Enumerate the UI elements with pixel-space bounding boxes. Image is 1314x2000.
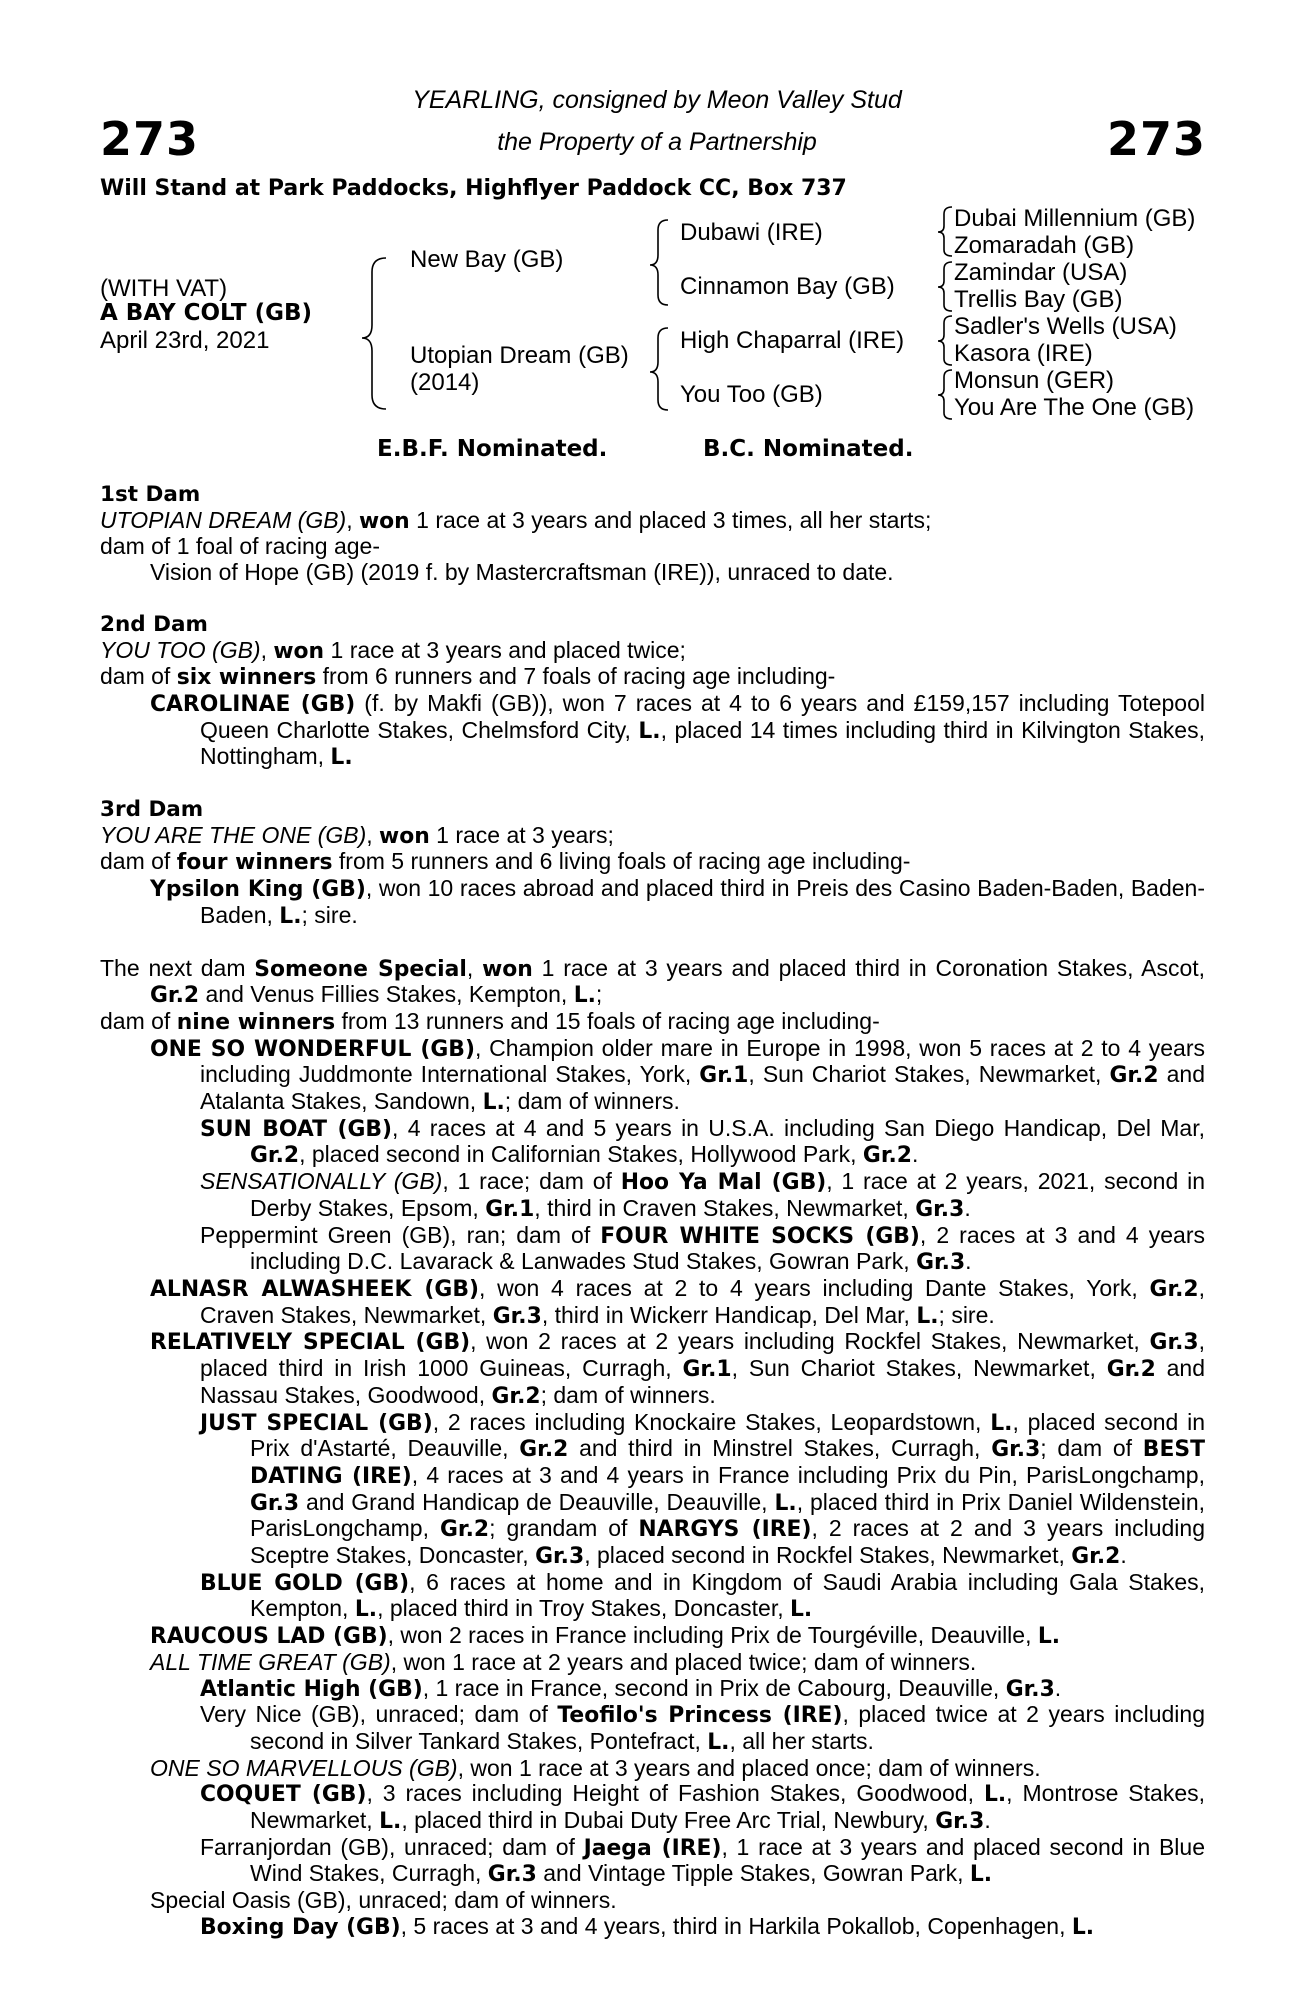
section-heading: 1st Dam: [100, 482, 201, 507]
pedigree-g3-1: Dubai Millennium (GB): [954, 205, 1196, 232]
pedigree-g3-3: Zamindar (USA): [954, 259, 1128, 286]
horse-dob: April 23rd, 2021: [100, 327, 270, 354]
spacer: [100, 586, 1205, 612]
entry-paragraph: ALL TIME GREAT (GB), won 1 race at 2 years and placed twice; dam of winners.: [150, 1648, 977, 1675]
pedigree-g3-4: Trellis Bay (GB): [954, 286, 1123, 313]
spacer: [100, 930, 1205, 956]
entry-paragraph: Special Oasis (GB), unraced; dam of winners.: [150, 1887, 617, 1914]
entry-paragraph: SUN BOAT (GB), 4 races at 4 and 5 years in U.S.A. including San Diego Handicap, Del Mar, Gr.2, placed second in Californian Stakes, Hollywood Park, Gr.2.: [200, 1114, 1205, 1169]
entry-paragraph: Peppermint Green (GB), ran; dam of FOUR WHITE SOCKS (GB), 2 races at 3 and 4 years including D.C. Lavarack & Lanwades Stud Stakes, Gowran Park, Gr.3.: [200, 1221, 1205, 1276]
stand-location: Will Stand at Park Paddocks, Highflyer Paddock CC, Box 737: [100, 176, 847, 201]
horse-name: A BAY COLT (GB): [100, 300, 313, 326]
entry-paragraph: JUST SPECIAL (GB), 2 races including Knockaire Stakes, Leopardstown, L., placed second in Prix d'Astarté, Deauville, Gr.2 and third in Minstrel Stakes, Curragh, Gr.3; dam of BEST DATING (IRE), 4 races at 3 and 4 years in France including Prix du Pin, ParisLongchamp, Gr.3 and Grand Handicap de Deauville, Deauville, L., placed third in Prix Daniel Wildenstein, ParisLongchamp, Gr.2; grandam of NARGYS (IRE), 2 races at 2 and 3 years including Sceptre Stakes, Doncaster, Gr.3, placed second in Rockfel Stakes, Newmarket, Gr.2.: [200, 1408, 1206, 1570]
entry-paragraph: Very Nice (GB), unraced; dam of Teofilo's Princess (IRE), placed twice at 2 years including second in Silver Tankard Stakes, Pontefract, L., all her starts.: [200, 1701, 1205, 1755]
pedigree-g3-2: Zomaradah (GB): [954, 232, 1135, 259]
catalogue-body: [100, 482, 1205, 1941]
entry-paragraph: RELATIVELY SPECIAL (GB), won 2 races at 2 years including Rockfel Stakes, Newmarket, Gr.3, placed third in Irish 1000 Guineas, Curragh, Gr.1, Sun Chariot Stakes, Newmarket, Gr.2 and Nassau Stakes, Goodwood, Gr.2; dam of winners.: [150, 1328, 1206, 1409]
pedigree-sire: New Bay (GB): [410, 246, 564, 273]
pedigree-g3-7: Monsun (GER): [954, 367, 1115, 394]
entry-paragraph: Vision of Hope (GB) (2019 f. by Mastercraftsman (IRE)), unraced to date.: [150, 559, 894, 586]
entry-paragraph: dam of six winners from 6 runners and 7 foals of racing age including-: [100, 663, 836, 691]
entry-paragraph: RAUCOUS LAD (GB), won 2 races in France including Prix de Tourgéville, Deauville, L.: [150, 1622, 1061, 1650]
entry-paragraph: ALNASR ALWASHEEK (GB), won 4 races at 2 to 4 years including Dante Stakes, York, Gr.2, Craven Stakes, Newmarket, Gr.3, third in Wickerr Handicap, Del Mar, L.; sire.: [150, 1274, 1205, 1329]
pedigree-dam-dam: You Too (GB): [680, 381, 823, 408]
pedigree-dam-year: (2014): [410, 369, 480, 396]
spacer: [100, 771, 1205, 797]
entry-paragraph: Boxing Day (GB), 5 races at 3 and 4 years, third in Harkila Pokallob, Copenhagen, L.: [200, 1912, 1095, 1940]
lot-number-right: 273: [1106, 112, 1206, 166]
pedigree-dam: Utopian Dream (GB): [410, 342, 629, 369]
entry-paragraph: SENSATIONALLY (GB), 1 race; dam of Hoo Ya Mal (GB), 1 race at 2 years, 2021, second in Derby Stakes, Epsom, Gr.1, third in Craven Stakes, Newmarket, Gr.3.: [200, 1168, 1206, 1222]
pedigree-sire-dam: Cinnamon Bay (GB): [680, 273, 895, 300]
entry-paragraph: Atlantic High (GB), 1 race in France, second in Prix de Cabourg, Deauville, Gr.3.: [200, 1674, 1062, 1702]
entry-paragraph: The next dam Someone Special, won 1 race at 3 years and placed third in Coronation Stakes, Ascot, Gr.2 and Venus Fillies Stakes, Kempton, L.;: [100, 954, 1206, 1009]
lot-number-left: 273: [100, 112, 200, 166]
consignment-line-2: the Property of a Partnership: [497, 128, 817, 156]
entry-paragraph: YOU TOO (GB), won 1 race at 3 years and placed twice;: [100, 636, 686, 664]
entry-paragraph: dam of nine winners from 13 runners and 15 foals of racing age including-: [100, 1007, 880, 1035]
entry-paragraph: dam of 1 foal of racing age-: [100, 533, 380, 560]
pedigree-dam-sire: High Chaparral (IRE): [680, 327, 905, 354]
pedigree-g3-5: Sadler's Wells (USA): [954, 313, 1177, 340]
entry-paragraph: COQUET (GB), 3 races including Height of Fashion Stakes, Goodwood, L., Montrose Stakes, Newmarket, L., placed third in Dubai Duty Free Arc Trial, Newbury, Gr.3.: [200, 1780, 1206, 1835]
entry-paragraph: dam of four winners from 5 runners and 6 living foals of racing age including-: [100, 848, 911, 876]
entry-paragraph: UTOPIAN DREAM (GB), won 1 race at 3 years and placed 3 times, all her starts;: [100, 506, 932, 534]
pedigree-g3-8: You Are The One (GB): [954, 394, 1195, 421]
section-heading: 3rd Dam: [100, 797, 204, 823]
entry-paragraph: CAROLINAE (GB) (f. by Makfi (GB)), won 7 races at 4 to 6 years and £159,157 including Totepool Queen Charlotte Stakes, Chelmsford City, L., placed 14 times including third in Kilvington Stakes, Nottingham, L.: [150, 689, 1205, 771]
bc-nomination: B.C. Nominated.: [703, 436, 914, 462]
section-heading: 2nd Dam: [100, 611, 208, 637]
entry-paragraph: Ypsilon King (GB), won 10 races abroad and placed third in Preis des Casino Baden-Baden, Baden-Baden, L.; sire.: [150, 875, 1205, 929]
entry-paragraph: Farranjordan (GB), unraced; dam of Jaega (IRE), 1 race at 3 years and placed second in Blue Wind Stakes, Curragh, Gr.3 and Vintage Tipple Stakes, Gowran Park, L.: [200, 1833, 1205, 1888]
pedigree-g3-6: Kasora (IRE): [954, 340, 1093, 367]
entry-paragraph: ONE SO MARVELLOUS (GB), won 1 race at 3 years and placed once; dam of winners.: [150, 1754, 1041, 1781]
pedigree-sire-sire: Dubawi (IRE): [680, 219, 823, 246]
entry-paragraph: YOU ARE THE ONE (GB), won 1 race at 3 years;: [100, 821, 614, 849]
consignment-line-1: YEARLING, consigned by Meon Valley Stud: [412, 86, 902, 114]
ebf-nomination: E.B.F. Nominated.: [377, 436, 608, 462]
entry-paragraph: ONE SO WONDERFUL (GB), Champion older mare in Europe in 1998, won 5 races at 2 to 4 years including Juddmonte International Stakes, York, Gr.1, Sun Chariot Stakes, Newmarket, Gr.2 and Atalanta Stakes, Sandown, L.; dam of winners.: [150, 1034, 1205, 1116]
vat-note: (WITH VAT): [100, 275, 228, 302]
entry-paragraph: BLUE GOLD (GB), 6 races at home and in Kingdom of Saudi Arabia including Gala Stakes, Kempton, L., placed third in Troy Stakes, Doncaster, L.: [200, 1568, 1205, 1623]
